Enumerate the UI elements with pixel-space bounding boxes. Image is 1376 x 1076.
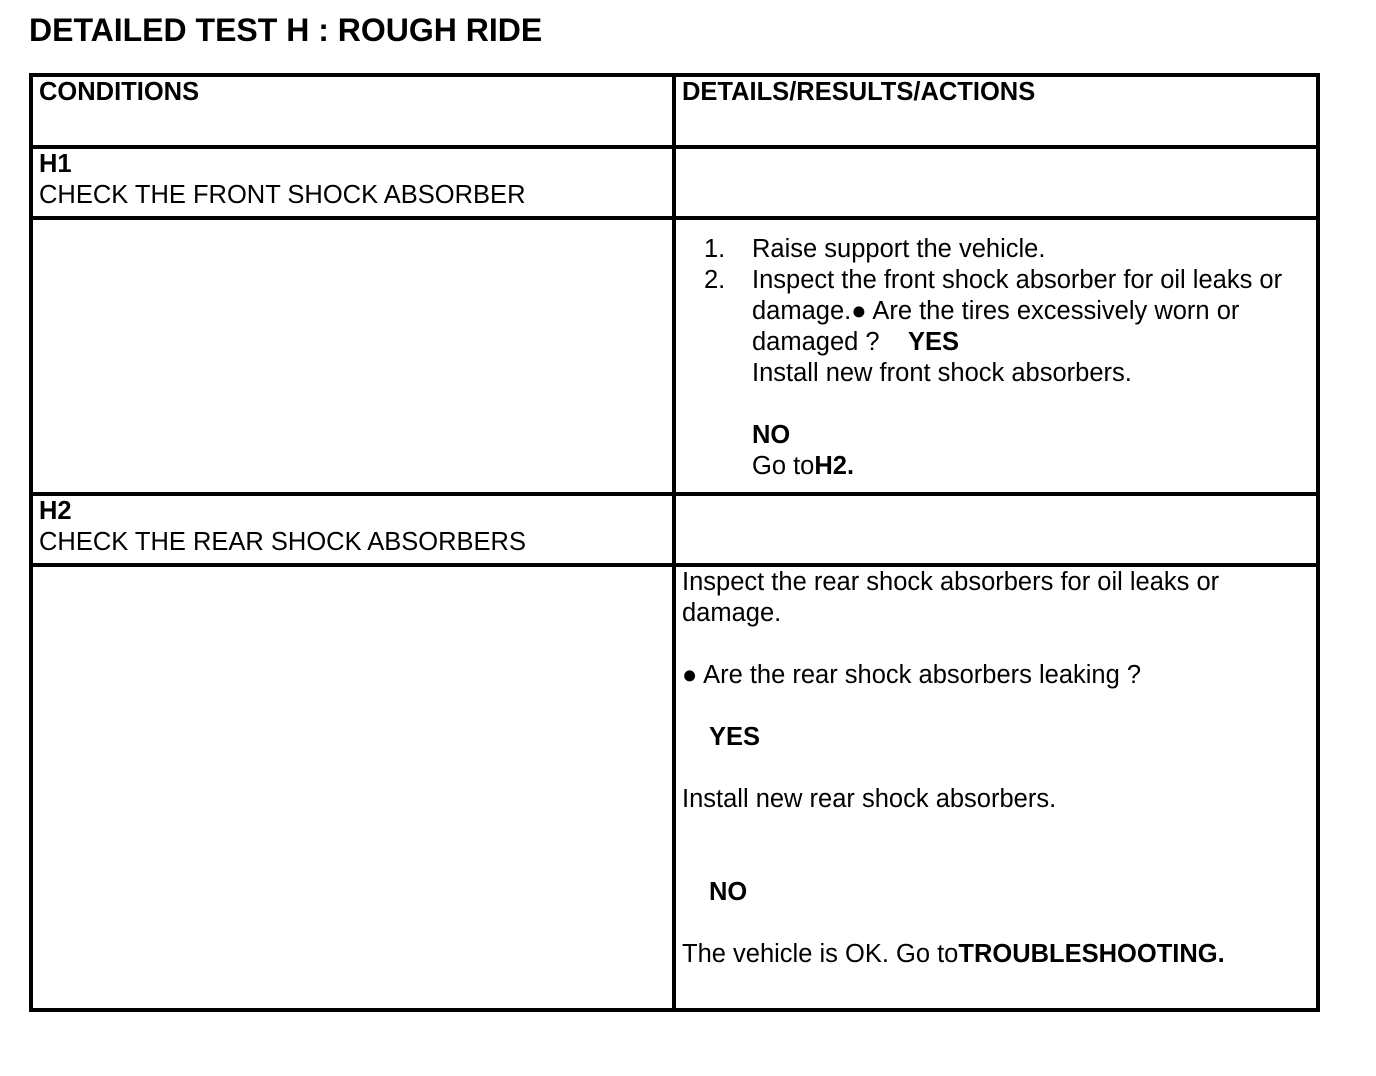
no-action-prefix: Go to	[752, 452, 815, 480]
conditions-header: CONDITIONS	[31, 75, 674, 147]
step-h2-details	[674, 565, 1318, 1010]
step-h1-no-label: NO	[752, 421, 791, 449]
step-number: 2.	[704, 266, 726, 294]
step-h2-inspect: Inspect the rear shock absorbers for oil leaks or damage.	[682, 568, 1220, 627]
list-item	[704, 265, 1310, 482]
step-text: Inspect the front shock absorber for oil leaks or damage.● Are the tires excessively worn or damaged ?	[752, 266, 1283, 356]
step-h1-name: CHECK THE FRONT SHOCK ABSORBER	[39, 181, 526, 209]
goto-troubleshooting-link[interactable]: TROUBLESHOOTING.	[958, 940, 1225, 968]
step-h1-row	[31, 147, 1318, 218]
step-h2-yes-action: Install new rear shock absorbers.	[682, 785, 1057, 813]
step-h2-code: H2	[39, 497, 72, 525]
step-h2-row	[31, 494, 1318, 565]
step-number: 1.	[704, 235, 726, 263]
no-action-prefix: The vehicle is OK. Go to	[682, 940, 959, 968]
list-item	[704, 234, 1310, 265]
step-h2-name: CHECK THE REAR SHOCK ABSORBERS	[39, 528, 526, 556]
step-h2-no-action	[682, 939, 1310, 970]
table-header-row	[31, 75, 1318, 147]
step-text: Raise support the vehicle.	[752, 235, 1046, 263]
goto-h2-link[interactable]: H2.	[814, 452, 855, 480]
step-h2-details-empty-condition	[31, 565, 674, 1010]
step-h1-no-action	[752, 451, 1310, 482]
step-h1-condition	[31, 147, 674, 218]
step-h2-empty-details	[674, 494, 1318, 565]
step-h2-yes-label: YES	[709, 723, 761, 751]
diagnostic-table	[29, 73, 1320, 1012]
step-h1-yes-label: YES	[907, 328, 959, 356]
step-h2-no-label: NO	[709, 878, 748, 906]
step-h1-code: H1	[39, 150, 72, 178]
step-h1-details-row	[31, 218, 1318, 494]
step-h2-details-row	[31, 565, 1318, 1010]
page-title: DETAILED TEST H : ROUGH RIDE	[29, 12, 543, 48]
step-h1-procedure-list	[682, 234, 1310, 482]
step-h1-empty-details	[674, 147, 1318, 218]
step-h1-details-empty-condition	[31, 218, 674, 494]
step-h1-yes-action: Install new front shock absorbers.	[752, 359, 1132, 387]
details-header: DETAILS/RESULTS/ACTIONS	[674, 75, 1318, 147]
step-h2-condition	[31, 494, 674, 565]
step-h1-details	[674, 218, 1318, 494]
step-h2-question: ● Are the rear shock absorbers leaking ?	[682, 661, 1142, 689]
